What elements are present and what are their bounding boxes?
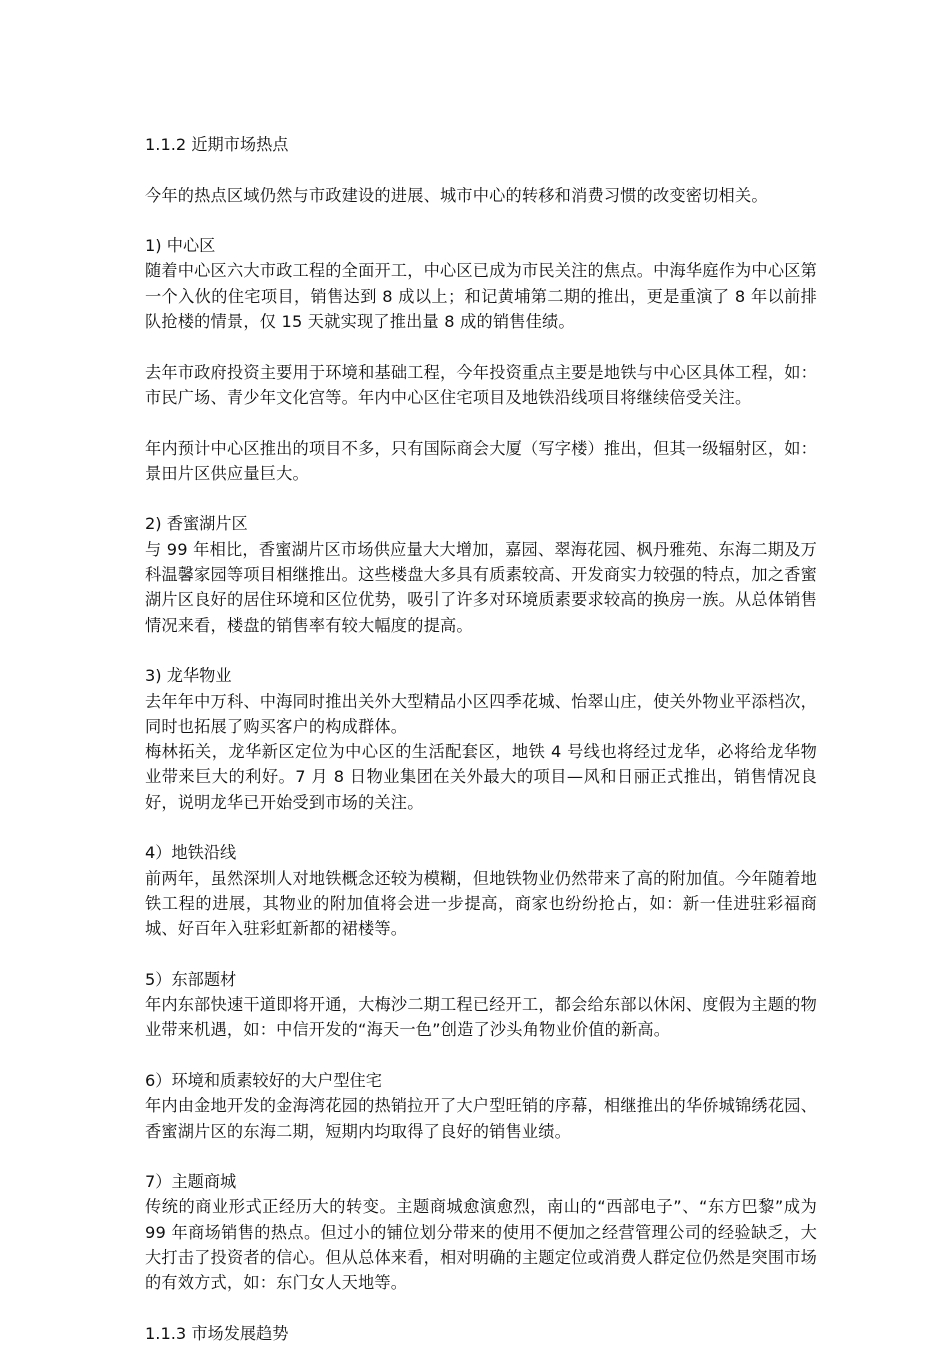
spacer: [145, 486, 817, 511]
spacer: [145, 157, 817, 182]
paragraph: 去年市政府投资主要用于环境和基础工程，今年投资重点主要是地铁与中心区具体工程，如：市民广场、青少年文化宫等。年内中心区住宅项目及地铁沿线项目将继续倍受关注。: [145, 362, 817, 407]
document-page: [145, 132, 817, 1346]
section-heading-1-1-2: 1.1.2 近期市场热点: [145, 135, 289, 154]
paragraph: 随着中心区六大市政工程的全面开工，中心区已成为市民关注的焦点。中海华庭作为中心区第一个入伙的住宅项目，销售达到 8 成以上；和记黄埔第二期的推出，更是重演了 8 年以前排队抢楼的情景，仅 15 天就实现了推出量 8 成的销售佳绩。: [145, 261, 817, 332]
subsection-title-longhua: 3) 龙华物业: [145, 666, 232, 686]
subsection-title-theme-mall: 7）主题商城: [145, 1172, 237, 1192]
paragraph: 年内预计中心区推出的项目不多，只有国际商会大厦（写字楼）推出，但其一级辐射区，如：景田片区供应量巨大。: [145, 438, 817, 483]
paragraph: 前两年，虽然深圳人对地铁概念还较为模糊，但地铁物业仍然带来了高的附加值。今年随着地铁工程的进展，其物业的附加值将会进一步提高，商家也纷纷抢占，如：新一佳进驻彩福商城、好百年入驻彩虹新都的裙楼等。: [145, 868, 817, 939]
paragraph: 年内由金地开发的金海湾花园的热销拉开了大户型旺销的序幕，相继推出的华侨城锦绣花园、香蜜湖片区的东海二期，短期内均取得了良好的销售业绩。: [145, 1096, 817, 1141]
paragraph: 传统的商业形式正经历大的转变。主题商城愈演愈烈，南山的“西部电子”、“东方巴黎”成为 99 年商场销售的热点。但过小的铺位划分带来的使用不便加之经营管理公司的经验缺乏，大大打击了投资者的信心。但从总体来看，相对明确的主题定位或消费人群定位仍然是突围市场的有效方式，如：东门女人天地等。: [145, 1197, 817, 1293]
subsection-title-xiangmihu: 2) 香蜜湖片区: [145, 514, 248, 534]
spacer: [145, 1043, 817, 1068]
intro-paragraph: 今年的热点区域仍然与市政建设的进展、城市中心的转移和消费习惯的改变密切相关。: [145, 185, 768, 205]
subsection-title-large-units: 6）环境和质素较好的大户型住宅: [145, 1070, 382, 1090]
subsection-title-metro: 4）地铁沿线: [145, 843, 237, 863]
paragraph: 去年年中万科、中海同时推出关外大型精品小区四季花城、怡翠山庄，使关外物业平添档次，同时也拓展了购买客户的构成群体。: [145, 691, 817, 736]
spacer: [145, 815, 817, 840]
subsection-title-central-district: 1) 中心区: [145, 236, 216, 256]
paragraph: 梅林拓关，龙华新区定位为中心区的生活配套区，地铁 4 号线也将经过龙华，必将给龙华物业带来巨大的利好。7 月 8 日物业集团在关外最大的项目—风和日丽正式推出，销售情况良好，说明龙华已开始受到市场的关注。: [145, 742, 817, 812]
spacer: [145, 942, 817, 967]
spacer: [145, 208, 817, 233]
spacer: [145, 410, 817, 435]
spacer: [145, 1144, 817, 1169]
spacer: [145, 1296, 817, 1321]
spacer: [145, 334, 817, 359]
paragraph: 与 99 年相比，香蜜湖片区市场供应量大大增加，嘉园、翠海花园、枫丹雅苑、东海二期及万科温馨家园等项目相继推出。这些楼盘大多具有质素较高、开发商实力较强的特点，加之香蜜湖片区良好的居住环境和区位优势，吸引了许多对环境质素要求较高的换房一族。从总体销售情况来看，楼盘的销售率有较大幅度的提高。: [145, 539, 817, 635]
section-heading-1-1-3: 1.1.3 市场发展趋势: [145, 1323, 289, 1343]
paragraph: 年内东部快速干道即将开通，大梅沙二期工程已经开工，都会给东部以休闲、度假为主题的物业带来机遇，如：中信开发的“海天一色”创造了沙头角物业价值的新高。: [145, 995, 817, 1040]
spacer: [145, 638, 817, 663]
subsection-title-east: 5）东部题材: [145, 969, 237, 989]
